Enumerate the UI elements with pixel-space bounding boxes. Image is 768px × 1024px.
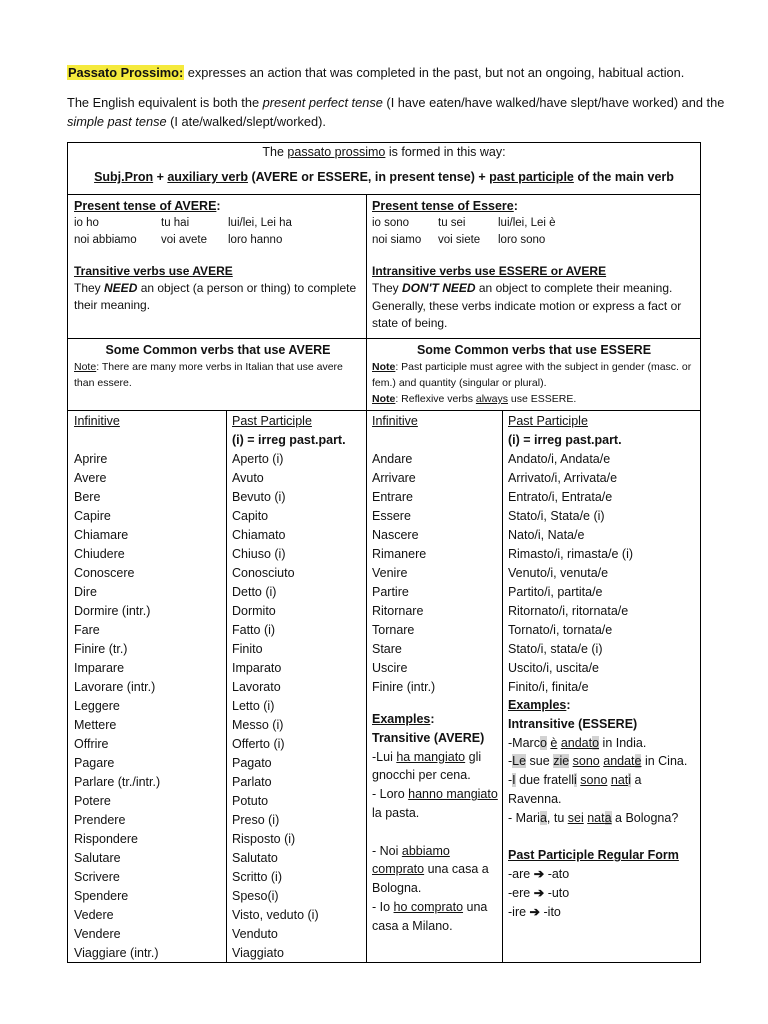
examples-title-text: Examples xyxy=(508,698,567,712)
note-label: Note xyxy=(74,361,97,373)
colon: : xyxy=(513,199,518,213)
verb-infinitive: Mettere xyxy=(74,718,117,732)
intransitive-subheading: Intransitive verbs use ESSERE or AVERE xyxy=(372,264,607,278)
example-sentence xyxy=(508,752,698,771)
ex-ending: I xyxy=(512,773,516,788)
common-essere-title: Some Common verbs that use ESSERE xyxy=(416,343,652,357)
verb-infinitive: Imparare xyxy=(74,661,125,675)
conj-form: voi avete xyxy=(161,234,208,246)
desc-emphasis: DON'T NEED xyxy=(402,281,476,295)
verb-infinitive: Andare xyxy=(372,452,413,466)
verb-infinitive: Rimanere xyxy=(372,547,427,561)
participle-header-text: Past Participle xyxy=(232,414,312,428)
verb-infinitive: Venire xyxy=(372,566,408,580)
conj-form: noi siamo xyxy=(372,234,422,246)
desc-emphasis: NEED xyxy=(104,281,138,295)
divider xyxy=(502,410,503,963)
verb-participle: Pagato xyxy=(232,756,272,770)
example-sentence xyxy=(508,771,698,809)
examples-essere xyxy=(508,696,698,922)
formation-text: is formed in this way: xyxy=(385,145,506,159)
verb-infinitive: Dormire (intr.) xyxy=(74,604,151,618)
eq-present-perfect: present perfect tense xyxy=(262,95,383,110)
ex-text: sue xyxy=(526,754,554,769)
ex-verb: ha mangiato xyxy=(396,749,466,764)
examples-title xyxy=(372,710,500,729)
verb-participle: Tornato/i, tornata/e xyxy=(508,623,613,637)
note-text: : There are many more verbs in Italian that use avere than essere. xyxy=(74,361,343,389)
reg-ending: -ere xyxy=(508,885,531,900)
verb-participle: Offerto (i) xyxy=(232,737,285,751)
avere-heading-text: Present tense of AVERE xyxy=(74,199,217,213)
conj-form: io sono xyxy=(372,217,410,229)
verb-infinitive: Rispondere xyxy=(74,832,138,846)
verb-participle: Parlato xyxy=(232,775,272,789)
verb-participle: Andato/i, Andata/e xyxy=(508,452,611,466)
avere-infinitive-list xyxy=(74,450,224,963)
verb-participle: Potuto xyxy=(232,794,269,808)
verb-infinitive: Bere xyxy=(74,490,101,504)
ex-text: in Cina. xyxy=(641,754,688,769)
verb-participle: Finito xyxy=(232,642,263,656)
essere-heading xyxy=(372,197,696,215)
conj-form: lui/lei, Lei ha xyxy=(228,217,292,229)
conj-form: tu sei xyxy=(438,217,466,229)
verb-infinitive: Partire xyxy=(372,585,409,599)
ex-text: una casa a Bologna. xyxy=(372,862,489,896)
ex-verb: hanno mangiato xyxy=(408,787,498,802)
formula-auxiliary: auxiliary verb xyxy=(167,170,248,184)
essere-infinitive-header: Infinitive xyxy=(372,414,418,428)
ex-text: la pasta. xyxy=(372,805,420,820)
examples-subtitle: Intransitive (ESSERE) xyxy=(508,716,638,731)
common-essere-note xyxy=(372,359,696,391)
common-avere-title: Some Common verbs that use AVERE xyxy=(105,343,331,357)
ex-ending: a xyxy=(539,810,547,825)
common-avere-note xyxy=(74,359,362,391)
ex-verb: andat xyxy=(603,754,635,769)
ex-text: una casa a Milano. xyxy=(372,899,488,933)
verb-infinitive: Arrivare xyxy=(372,471,416,485)
avere-conjugation xyxy=(74,215,292,249)
example-sentence xyxy=(508,734,698,753)
reg-participle: -ato xyxy=(547,867,570,882)
ex-text: - Mari xyxy=(508,810,540,825)
formation-header xyxy=(68,143,700,186)
formation-line1 xyxy=(68,144,700,161)
transitive-subheading: Transitive verbs use AVERE xyxy=(74,264,233,278)
ex-text: a Ravenna. xyxy=(508,773,642,806)
regular-form-title: Past Participle Regular Form xyxy=(508,848,679,863)
verb-infinitive: Stare xyxy=(372,642,402,656)
reg-participle: -uto xyxy=(547,885,570,900)
verb-infinitive: Lavorare (intr.) xyxy=(74,680,156,694)
essere-present-section xyxy=(372,197,696,333)
example-sentence xyxy=(372,898,500,936)
note-label: Note xyxy=(372,361,396,373)
divider xyxy=(67,338,701,339)
definition-text: expresses an action that was completed in the past, but not an ongoing, habitual action. xyxy=(184,65,685,80)
formula-text: of the main verb xyxy=(573,170,674,184)
example-sentence xyxy=(372,842,500,898)
verb-infinitive: Leggere xyxy=(74,699,120,713)
regular-form-row xyxy=(508,903,698,922)
ex-text: a Bologna? xyxy=(611,810,679,825)
ex-text: gli gnocchi per cena. xyxy=(372,749,482,783)
divider xyxy=(226,410,227,963)
ex-verb: abbiamo comprato xyxy=(372,843,450,877)
ex-verb: sono xyxy=(572,754,600,769)
ex-ending: i xyxy=(628,773,632,788)
ex-ending: e xyxy=(634,754,642,769)
verb-infinitive: Finire (intr.) xyxy=(372,680,436,694)
conj-form: noi abbiamo xyxy=(74,234,137,246)
verb-infinitive: Capire xyxy=(74,509,111,523)
formula-plus: + xyxy=(153,170,168,184)
reg-ending: -ire xyxy=(508,904,527,919)
eq-text: The English equivalent is both the xyxy=(67,95,263,110)
verb-infinitive: Uscire xyxy=(372,661,408,675)
verb-participle: Avuto xyxy=(232,471,264,485)
verb-participle: Stato/i, stata/e (i) xyxy=(508,642,603,656)
ex-text: - xyxy=(508,754,513,769)
verb-infinitive: Avere xyxy=(74,471,107,485)
ex-text: -Lui xyxy=(372,749,397,764)
examples-title xyxy=(508,696,698,715)
reg-participle: -ito xyxy=(543,904,561,919)
transitive-description xyxy=(74,280,362,314)
conj-form: loro sono xyxy=(498,234,546,246)
verb-infinitive: Chiamare xyxy=(74,528,129,542)
ex-text: due fratell xyxy=(515,773,575,788)
common-avere-section xyxy=(74,341,362,391)
verb-infinitive: Finire (tr.) xyxy=(74,642,128,656)
common-essere-note2 xyxy=(372,391,696,407)
formation-text: The xyxy=(262,145,288,159)
divider xyxy=(366,194,367,963)
verb-infinitive: Parlare (tr./intr.) xyxy=(74,775,161,789)
verb-participle: Bevuto (i) xyxy=(232,490,286,504)
avere-present-section xyxy=(74,197,362,314)
verb-participle: Stato/i, Stata/e (i) xyxy=(508,509,605,523)
ex-ending: o xyxy=(592,735,600,750)
ex-text: - Noi xyxy=(372,843,402,858)
arrow-icon: ➔ xyxy=(533,885,545,900)
verb-infinitive: Pagare xyxy=(74,756,115,770)
avere-heading xyxy=(74,197,362,215)
colon: : xyxy=(566,698,571,712)
verb-participle: Ritornato/i, ritornata/e xyxy=(508,604,629,618)
example-sentence xyxy=(372,748,500,786)
verb-infinitive: Aprire xyxy=(74,452,108,466)
verb-infinitive: Prendere xyxy=(74,813,126,827)
verb-participle: Salutato xyxy=(232,851,278,865)
ex-text: - Io xyxy=(372,899,394,914)
verb-infinitive: Spendere xyxy=(74,889,129,903)
avere-participle-list xyxy=(232,450,364,963)
conj-form: loro hanno xyxy=(228,234,283,246)
verb-participle: Rimasto/i, rimasta/e (i) xyxy=(508,547,634,561)
verb-infinitive: Vendere xyxy=(74,927,121,941)
ex-ending: o xyxy=(539,735,547,750)
avere-participle-header xyxy=(232,412,346,449)
formula-participle: past participle xyxy=(489,170,574,184)
verb-participle: Chiamato xyxy=(232,528,286,542)
ex-verb: nat xyxy=(610,773,629,788)
desc-text: an object to complete their meaning. Generally, these verbs indicate motion or express a fact or state of being. xyxy=(372,281,682,330)
regular-form-row xyxy=(508,865,698,884)
verb-participle: Preso (i) xyxy=(232,813,280,827)
formation-term: passato prossimo xyxy=(287,145,386,159)
ex-ending: zie xyxy=(553,754,570,769)
ex-verb: sono xyxy=(580,773,608,788)
verb-participle: Scritto (i) xyxy=(232,870,282,884)
desc-text: They xyxy=(74,281,105,295)
essere-participle-list xyxy=(508,450,698,697)
term-title: Passato Prossimo: xyxy=(68,65,184,80)
eq-text: (I have eaten/have walked/have slept/have worked) and the xyxy=(382,95,725,110)
participle-header-text: Past Participle xyxy=(508,414,588,428)
essere-heading-text: Present tense of Essere xyxy=(372,199,514,213)
verb-participle: Chiuso (i) xyxy=(232,547,286,561)
colon: : xyxy=(430,712,435,726)
arrow-icon: ➔ xyxy=(529,904,541,919)
intransitive-description xyxy=(372,280,696,333)
verb-infinitive: Vedere xyxy=(74,908,114,922)
colon: : xyxy=(216,199,221,213)
note-text: : Reflexive verbs xyxy=(395,393,476,405)
ex-ending: Le xyxy=(512,754,527,769)
verb-participle: Arrivato/i, Arrivata/e xyxy=(508,471,618,485)
example-sentence xyxy=(372,785,500,823)
regular-form-row xyxy=(508,884,698,903)
verb-participle: Venuto/i, venuta/e xyxy=(508,566,609,580)
ex-verb: ho comprato xyxy=(393,899,464,914)
verb-participle: Detto (i) xyxy=(232,585,277,599)
irregular-legend: (i) = irreg past.part. xyxy=(232,432,346,447)
note-text: use ESSERE. xyxy=(507,393,577,405)
verb-infinitive: Ritornare xyxy=(372,604,424,618)
verb-participle: Venduto xyxy=(232,927,278,941)
verb-participle: Fatto (i) xyxy=(232,623,276,637)
ex-text: -Marc xyxy=(508,735,540,750)
verb-infinitive: Chiudere xyxy=(74,547,125,561)
ex-ending: a xyxy=(604,810,612,825)
verb-participle: Letto (i) xyxy=(232,699,275,713)
verb-participle: Nato/i, Nata/e xyxy=(508,528,585,542)
verb-infinitive: Nascere xyxy=(372,528,419,542)
verb-infinitive: Fare xyxy=(74,623,100,637)
eq-text: (I ate/walked/slept/worked). xyxy=(166,114,326,129)
ex-text: , tu xyxy=(546,810,568,825)
essere-participle-header xyxy=(508,412,622,449)
examples-title-text: Examples xyxy=(372,712,431,726)
intro-english-equivalent xyxy=(67,93,737,131)
examples-avere xyxy=(372,710,500,936)
verb-infinitive: Entrare xyxy=(372,490,413,504)
essere-infinitive-list xyxy=(372,450,500,697)
note-emphasis: always xyxy=(475,393,508,405)
verb-infinitive: Salutare xyxy=(74,851,121,865)
verb-participle: Uscito/i, uscita/e xyxy=(508,661,600,675)
verb-infinitive: Offrire xyxy=(74,737,109,751)
conj-form: tu hai xyxy=(161,217,190,229)
reg-ending: -are xyxy=(508,867,531,882)
divider xyxy=(67,194,701,195)
formula-text: (AVERE or ESSERE, in present tense) + xyxy=(247,170,490,184)
verb-participle: Risposto (i) xyxy=(232,832,296,846)
desc-text: They xyxy=(372,281,403,295)
essere-conjugation xyxy=(372,215,556,249)
eq-simple-past: simple past tense xyxy=(67,114,167,129)
verb-participle: Speso(i) xyxy=(232,889,279,903)
ex-text: - xyxy=(508,773,513,788)
ex-verb: sei xyxy=(567,810,584,825)
ex-text: in India. xyxy=(599,735,647,750)
formation-formula xyxy=(68,169,700,186)
verb-infinitive: Potere xyxy=(74,794,111,808)
verb-infinitive: Viaggiare (intr.) xyxy=(74,946,159,960)
common-essere-section xyxy=(372,341,696,407)
ex-text: - Loro xyxy=(372,787,409,802)
ex-verb: è xyxy=(550,735,558,750)
verb-infinitive: Essere xyxy=(372,509,411,523)
example-sentence xyxy=(508,809,698,828)
verb-participle: Viaggiato xyxy=(232,946,284,960)
verb-participle: Aperto (i) xyxy=(232,452,284,466)
divider xyxy=(67,410,701,411)
arrow-icon: ➔ xyxy=(533,867,545,882)
note-label: Note xyxy=(372,393,396,405)
avere-infinitive-header: Infinitive xyxy=(74,414,120,428)
verb-participle: Conosciuto xyxy=(232,566,295,580)
verb-participle: Imparato xyxy=(232,661,282,675)
conj-form: lui/lei, Lei è xyxy=(498,217,556,229)
ex-verb: nat xyxy=(587,810,605,825)
formula-subject: Subj.Pron xyxy=(94,170,154,184)
verb-participle: Dormito xyxy=(232,604,276,618)
conj-form: voi siete xyxy=(438,234,481,246)
verb-infinitive: Conoscere xyxy=(74,566,135,580)
conj-form: io ho xyxy=(74,217,99,229)
verb-infinitive: Scrivere xyxy=(74,870,120,884)
verb-participle: Finito/i, finita/e xyxy=(508,680,589,694)
desc-text: an object (a person or thing) to complete their meaning. xyxy=(74,281,357,312)
note-text: : Past participle must agree with the subject in gender (masc. or fem.) and quantity (singular or plural). xyxy=(372,361,692,389)
verb-participle: Messo (i) xyxy=(232,718,284,732)
verb-participle: Capito xyxy=(232,509,269,523)
ex-verb: andat xyxy=(560,735,593,750)
verb-infinitive: Dire xyxy=(74,585,97,599)
verb-participle: Partito/i, partita/e xyxy=(508,585,603,599)
verb-infinitive: Tornare xyxy=(372,623,415,637)
verb-participle: Visto, veduto (i) xyxy=(232,908,319,922)
irregular-legend: (i) = irreg past.part. xyxy=(508,432,622,447)
examples-subtitle: Transitive (AVERE) xyxy=(372,730,485,745)
intro-definition xyxy=(67,63,737,82)
verb-participle: Entrato/i, Entrata/e xyxy=(508,490,613,504)
ex-ending: i xyxy=(574,773,577,788)
verb-participle: Lavorato xyxy=(232,680,281,694)
